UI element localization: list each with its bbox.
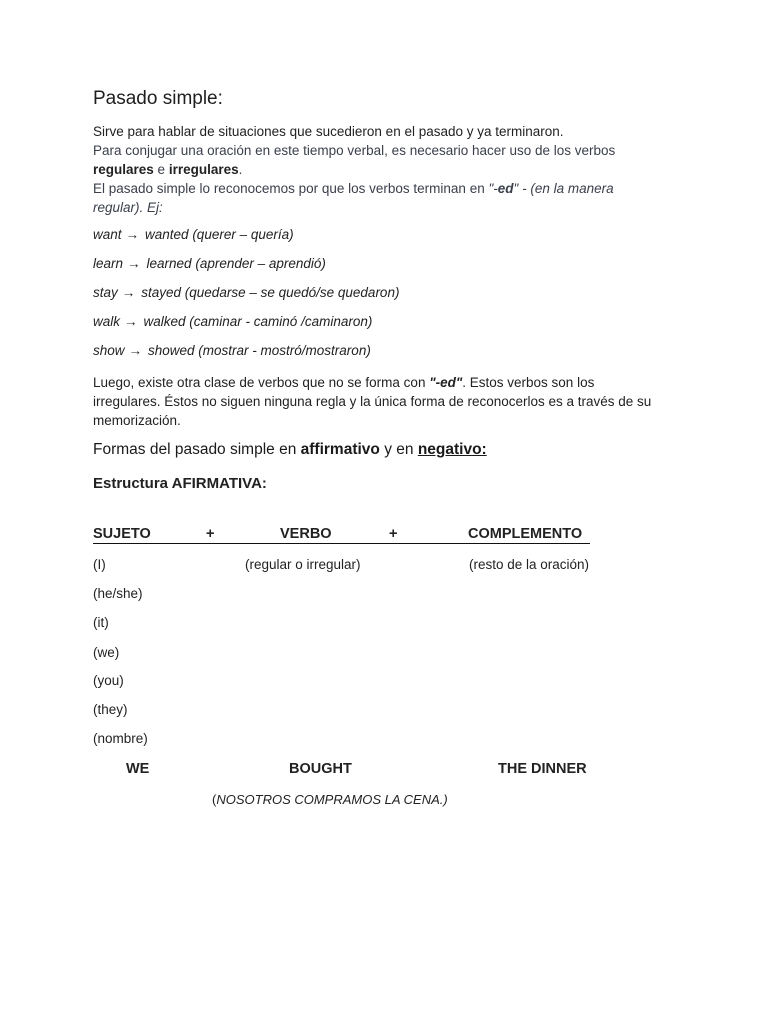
conjunction-text: e: [153, 162, 169, 177]
intro-line-1: Sirve para hablar de situaciones que sucedieron en el pasado y ya terminaron.: [93, 124, 564, 139]
intro-line-4-text: El pasado simple lo reconocemos por que los verbos terminan en: [93, 181, 489, 196]
translation-open-paren: (: [212, 792, 217, 807]
page-title: Pasado simple:: [93, 88, 223, 109]
structure-heading: Estructura AFIRMATIVA:: [93, 475, 267, 492]
intro-line-5: regular). Ej:: [93, 200, 163, 215]
example-base: learn: [93, 256, 124, 271]
irregulares-term: irregulares: [168, 162, 239, 177]
intro-line-4-end: " - (en la manera: [513, 181, 614, 196]
ed-quote: "-ed": [429, 375, 463, 390]
irregular-line-1: [93, 373, 594, 392]
header-plus: +: [389, 526, 398, 542]
header-verbo: VERBO: [280, 526, 332, 542]
subject-cell: (they): [93, 702, 128, 717]
example-past: showed (mostrar - mostró/mostraron): [148, 343, 371, 358]
quote-open: "-: [488, 181, 498, 196]
period-text: .: [238, 162, 243, 177]
header-complemento: COMPLEMENTO: [468, 526, 583, 542]
arrow-icon: →: [127, 256, 141, 271]
intro-line-3: [93, 160, 242, 179]
subject-cell: (it): [93, 615, 109, 630]
forms-heading-text: Formas del pasado simple en: [93, 441, 301, 458]
complement-cell: (resto de la oración): [469, 557, 590, 572]
example-base: show: [93, 343, 125, 358]
example-past: stayed (quedarse – se quedó/se quedaron): [141, 285, 400, 300]
forms-heading-and: y en: [379, 441, 418, 458]
header-underline: [93, 543, 590, 544]
irregular-line-2: irregulares. Éstos no siguen ninguna regla y la única forma de reconocerlos es a través de su: [93, 394, 652, 409]
subject-cell: (we): [93, 645, 120, 660]
arrow-icon: →: [124, 314, 138, 329]
example-past: wanted (querer – quería): [145, 227, 294, 242]
header-plus: +: [206, 526, 215, 542]
irregular-line-1-text: Luego, existe otra clase de verbos que no se forma con: [93, 375, 430, 390]
subject-cell: (I): [93, 557, 106, 572]
affirmativo-term: affirmativo: [300, 441, 380, 458]
example-complement: THE DINNER: [498, 761, 587, 777]
forms-heading: [93, 441, 487, 459]
example-subject: WE: [126, 761, 150, 777]
example-verb: BOUGHT: [289, 761, 352, 777]
irregular-line-1-end: . Estos verbos son los: [462, 375, 595, 390]
arrow-icon: →: [128, 343, 143, 358]
arrow-icon: →: [121, 285, 136, 300]
example-row: [93, 227, 294, 242]
subject-cell: (he/she): [93, 586, 143, 601]
ed-suffix: ed: [497, 181, 514, 196]
example-translation: [212, 792, 448, 807]
example-past: walked (caminar - caminó /caminaron): [143, 314, 373, 329]
intro-line-4: [93, 179, 614, 198]
arrow-icon: →: [125, 227, 140, 242]
subject-cell: (nombre): [93, 731, 148, 746]
translation-text: NOSOTROS COMPRAMOS LA CENA.): [216, 792, 448, 807]
example-past: learned (aprender – aprendió): [146, 256, 326, 271]
example-row: [93, 314, 372, 329]
example-base: stay: [93, 285, 118, 300]
header-sujeto: SUJETO: [93, 526, 151, 542]
intro-line-2: Para conjugar una oración en este tiempo verbal, es necesario hacer uso de los verbos: [93, 143, 616, 158]
example-base: walk: [93, 314, 121, 329]
negativo-term: negativo:: [417, 441, 487, 458]
verb-cell: (regular o irregular): [245, 557, 361, 572]
example-base: want: [93, 227, 122, 242]
example-row: [93, 285, 399, 300]
subject-cell: (you): [93, 673, 124, 688]
regulares-term: regulares: [93, 162, 154, 177]
example-row: [93, 256, 326, 271]
irregular-line-3: memorización.: [93, 413, 181, 428]
example-row: [93, 343, 371, 358]
